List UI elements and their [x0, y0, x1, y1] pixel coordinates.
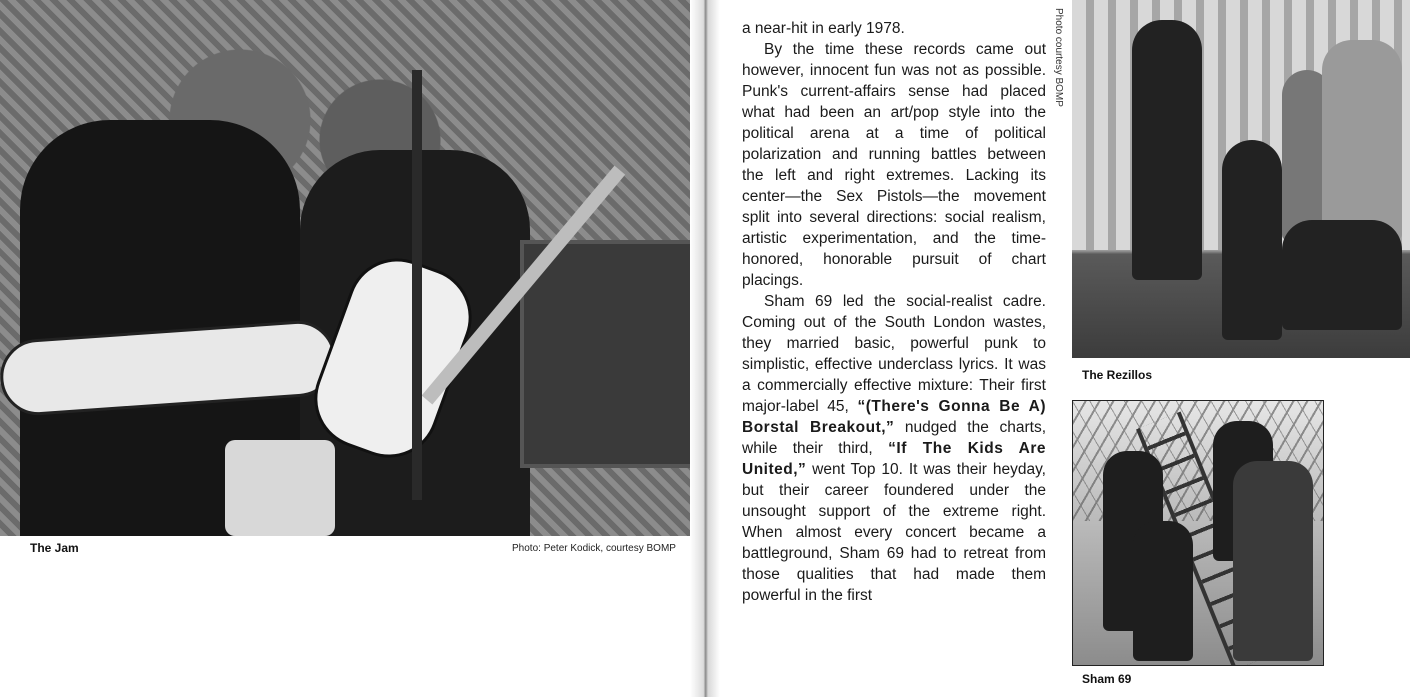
paragraph-3: [742, 291, 1046, 606]
amplifier: [520, 240, 700, 468]
rezillos-member-5: [1282, 220, 1402, 330]
sham-member-2: [1133, 521, 1193, 661]
song-title-if-the-kids-are-united: “If The Kids Are United,”: [742, 440, 1046, 478]
paragraph-1: a near-hit in early 1978.: [742, 20, 905, 37]
sham-member-4: [1233, 461, 1313, 661]
book-gutter: [690, 0, 720, 697]
paragraph-2: By the time these records came out however, innocent fun was not as possible. Punk's current-affairs sense had placed what had been an art/pop style into the political arena at a time of political polarization and running battles between the left and right extremes. Lacking its center—the Sex Pistols—the movement split into several directions: social realism, artistic experimentation, and the time-honored, honorable pursuit of chart placings.: [742, 41, 1046, 289]
rezillos-member-2: [1222, 140, 1282, 340]
the-rezillos-caption: The Rezillos: [1082, 368, 1153, 382]
sham-69-caption: Sham 69: [1082, 672, 1132, 686]
paragraph-3-part-a: Sham 69 led the social-realist cadre. Coming out of the South London wastes, they married basic, powerful punk to simplistic, effective underclass lyrics. It was a commercially effective mixture: Their first major-label 45,: [742, 293, 1046, 415]
the-jam-photo-credit: Photo: Peter Kodick, courtesy BOMP: [512, 543, 676, 554]
left-page: [0, 0, 700, 697]
microphone-stand: [412, 70, 422, 500]
drum: [225, 440, 335, 536]
paragraph-3-part-b: nudged the charts, while their third,: [742, 419, 1046, 457]
the-rezillos-photo: [1072, 0, 1410, 358]
rezillos-member-1: [1132, 20, 1202, 280]
the-jam-caption: The Jam: [30, 541, 79, 555]
photo-courtesy-credit: Photo courtesy BOMP: [1053, 8, 1064, 107]
paragraph-3-part-c: went Top 10. It was their heyday, but their career foundered under the unsought support of the extreme right. When almost every concert became a battleground, Sham 69 had to retreat from those qualities that had made them powerful in the first: [742, 461, 1046, 604]
song-title-borstal-breakout: “(There's Gonna Be A) Borstal Breakout,”: [742, 398, 1046, 436]
the-jam-photo: [0, 0, 700, 536]
sham-69-photo: [1072, 400, 1324, 666]
body-text: [742, 18, 1046, 606]
rezillos-member-4: [1322, 40, 1402, 240]
